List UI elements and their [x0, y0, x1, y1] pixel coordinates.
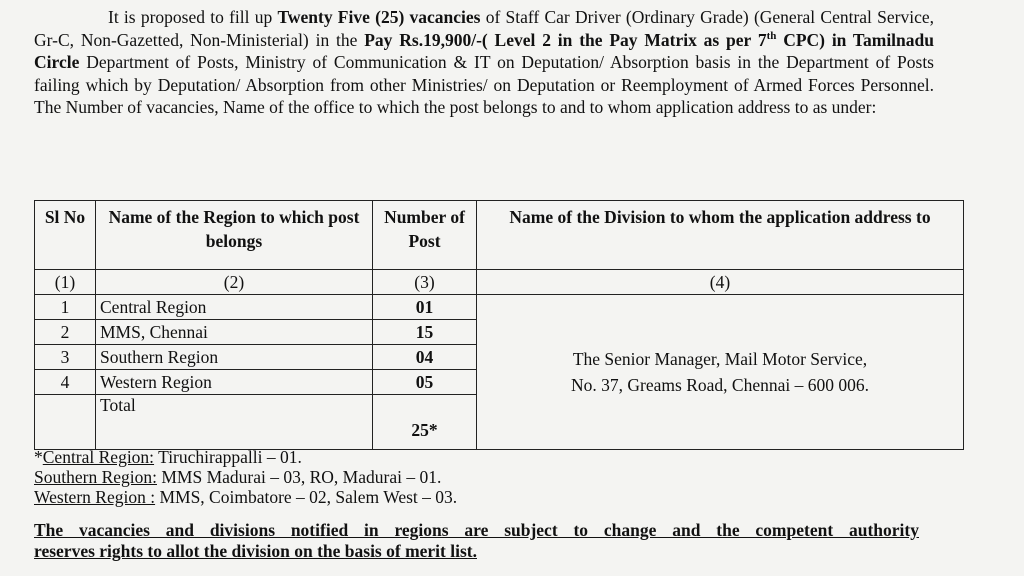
note-central	[34, 447, 934, 467]
note-central-label: Central Region:	[42, 447, 155, 467]
intro-pay-circle: CPC) in Tamilnadu Circle	[34, 29, 934, 73]
intro-pay-text: Pay Rs.19,900/-( Level 2 in the Pay Matrix as per 7	[364, 29, 767, 50]
note-southern-text: MMS Madurai – 03, RO, Madurai – 01.	[156, 467, 442, 487]
table-header-row	[35, 201, 964, 270]
row-region: Central Region	[96, 295, 373, 320]
footnotes	[34, 447, 934, 507]
total-value: 25*	[373, 395, 477, 450]
intro-pay-sup: th	[766, 29, 777, 42]
row-sl: 1	[35, 295, 96, 320]
table-row	[35, 295, 964, 320]
row-posts: 01	[373, 295, 477, 320]
merit-note-line-2: reserves rights to allot the division on the basis of merit list.	[34, 541, 477, 561]
index-2: (2)	[96, 270, 373, 295]
total-empty-cell	[35, 395, 96, 450]
vacancy-table	[34, 200, 964, 450]
row-posts: 05	[373, 370, 477, 395]
row-posts: 04	[373, 345, 477, 370]
intro-paragraph	[34, 6, 934, 119]
note-southern-label: Southern Region:	[34, 467, 157, 487]
header-division: Name of the Division to whom the application address to	[477, 201, 964, 270]
intro-text-3: Department of Posts, Ministry of Communication & IT on Deputation/ Absorption basis in the Department of Posts failing which by Deputation/ Absorption from other Ministries/ on Deputation or Reemployment of Armed Forces Personnel. The Number of vacancies, Name of the office to which the post belongs to and to whom application address to as under:	[34, 52, 934, 118]
note-western	[34, 487, 934, 507]
note-western-label: Western Region :	[34, 487, 156, 507]
row-sl: 2	[35, 320, 96, 345]
row-posts: 15	[373, 320, 477, 345]
intro-text-1: It is proposed to fill up	[108, 7, 278, 27]
header-number-of-post: Number of Post	[373, 201, 477, 270]
row-sl: 4	[35, 370, 96, 395]
row-region: Western Region	[96, 370, 373, 395]
index-1: (1)	[35, 270, 96, 295]
address-line-2: No. 37, Greams Road, Chennai – 600 006.	[571, 375, 869, 395]
note-southern	[34, 467, 934, 487]
intro-text-2: of Staff Car Driver (Ordinary Grade) (General Central Service, Gr-C, Non-Gazetted, Non-Ministerial) in the	[34, 7, 934, 50]
note-central-text: Tiruchirappalli – 01.	[154, 447, 302, 467]
header-region: Name of the Region to which post belongs	[96, 201, 373, 270]
address-line-1: The Senior Manager, Mail Motor Service,	[572, 349, 868, 369]
header-sl-no: Sl No	[35, 201, 96, 270]
row-region: Southern Region	[96, 345, 373, 370]
total-label: Total	[96, 395, 373, 450]
index-4: (4)	[477, 270, 964, 295]
table-index-row	[35, 270, 964, 295]
row-region: MMS, Chennai	[96, 320, 373, 345]
index-3: (3)	[373, 270, 477, 295]
note-western-text: MMS, Coimbatore – 02, Salem West – 03.	[155, 487, 458, 507]
division-address	[477, 295, 964, 450]
row-sl: 3	[35, 345, 96, 370]
intro-bold-vacancies: Twenty Five (25) vacancies	[277, 7, 481, 27]
note-star: *	[34, 447, 43, 467]
merit-note-line-1: The vacancies and divisions notified in regions are subject to change and the competent authority	[34, 520, 919, 540]
merit-list-note	[34, 520, 919, 562]
